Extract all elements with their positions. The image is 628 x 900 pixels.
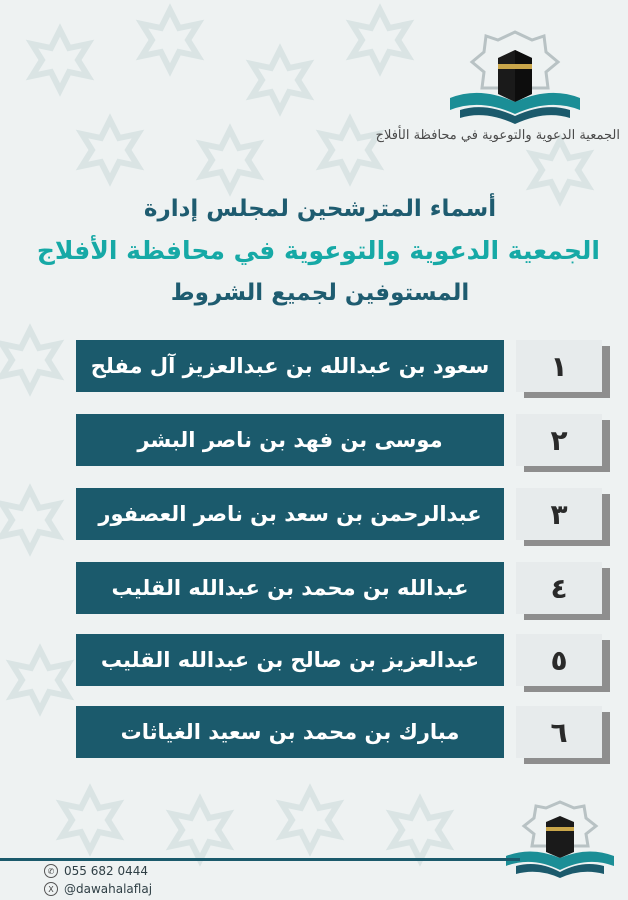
candidate-row	[76, 488, 610, 540]
candidate-name-box	[76, 634, 504, 686]
phone-number: 055 682 0444	[64, 864, 148, 878]
candidate-name-box	[76, 414, 504, 466]
page-title-line-3: المستوفين لجميع الشروط	[170, 280, 470, 306]
handle-text: @dawahalaflaj	[64, 882, 153, 896]
candidate-row	[76, 706, 610, 758]
candidate-name-box	[76, 562, 504, 614]
candidate-name-box	[76, 706, 504, 758]
social-handle	[44, 882, 152, 896]
candidate-row	[76, 562, 610, 614]
candidate-name: عبدالعزيز بن صالح بن عبدالله القليب	[100, 648, 480, 672]
whatsapp-icon: ✆	[44, 864, 58, 878]
organization-name: الجمعية الدعوية والتوعوية في محافظة الأفلاج	[375, 128, 620, 143]
candidate-row	[76, 340, 610, 392]
candidate-name-box	[76, 488, 504, 540]
candidate-name: سعود بن عبدالله بن عبدالعزيز آل مفلح	[90, 354, 490, 378]
page-title-line-2: الجمعية الدعوية والتوعوية في محافظة الأفلاج	[36, 236, 600, 265]
x-icon: X	[44, 882, 58, 896]
candidate-name: عبدالله بن محمد بن عبدالله القليب	[111, 576, 469, 600]
candidate-name: عبدالرحمن بن سعد بن ناصر العصفور	[98, 502, 482, 526]
candidate-name: موسى بن فهد بن ناصر البشر	[137, 428, 443, 452]
candidate-number: ١	[516, 340, 602, 392]
footer-divider	[0, 858, 520, 861]
candidate-number: ٣	[516, 488, 602, 540]
footer-logo	[500, 800, 620, 880]
organization-logo	[440, 28, 590, 128]
candidate-number: ٦	[516, 706, 602, 758]
phone-contact	[44, 864, 148, 878]
candidate-number: ٢	[516, 414, 602, 466]
candidate-row	[76, 414, 610, 466]
candidate-number: ٤	[516, 562, 602, 614]
candidate-number: ٥	[516, 634, 602, 686]
page-title-line-1: أسماء المترشحين لمجلس إدارة	[143, 196, 497, 222]
candidate-row	[76, 634, 610, 686]
candidate-name: مبارك بن محمد بن سعيد الغياثات	[120, 720, 460, 744]
candidate-name-box	[76, 340, 504, 392]
